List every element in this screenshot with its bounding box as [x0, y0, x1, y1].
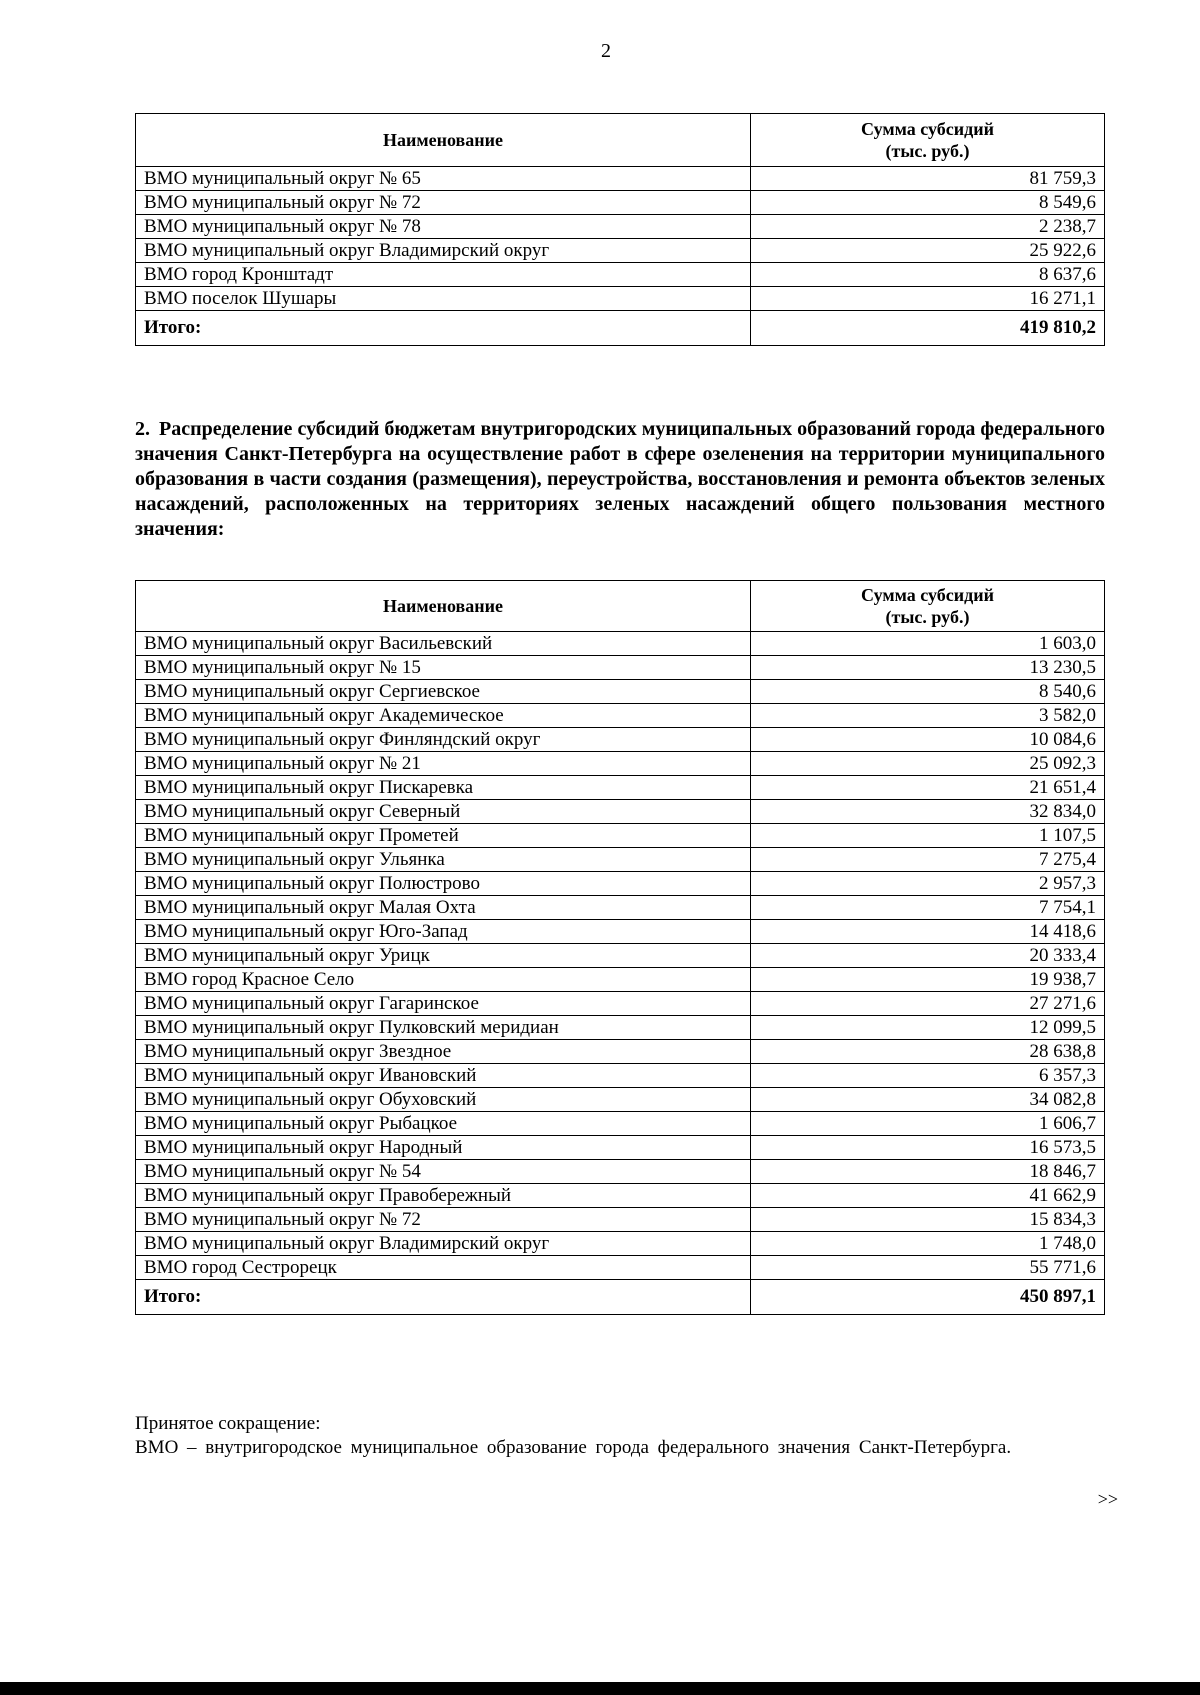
table-1-body [136, 167, 1105, 311]
municipality-name: ВМО муниципальный округ Финляндский округ [136, 728, 751, 752]
subsidy-amount: 41 662,9 [751, 1184, 1105, 1208]
subsidy-amount: 28 638,8 [751, 1040, 1105, 1064]
subsidy-amount: 16 271,1 [751, 287, 1105, 311]
subsidy-amount: 1 603,0 [751, 632, 1105, 656]
subsidy-amount: 10 084,6 [751, 728, 1105, 752]
municipality-name: ВМО муниципальный округ Правобережный [136, 1184, 751, 1208]
total-label: Итого: [136, 311, 751, 346]
subsidy-amount: 27 271,6 [751, 992, 1105, 1016]
municipality-name: ВМО муниципальный округ № 72 [136, 1208, 751, 1232]
table-row [136, 848, 1105, 872]
subsidy-table-1 [135, 113, 1105, 346]
municipality-name: ВМО муниципальный округ Рыбацкое [136, 1112, 751, 1136]
municipality-name: ВМО муниципальный округ Юго-Запад [136, 920, 751, 944]
table-row [136, 872, 1105, 896]
municipality-name: ВМО муниципальный округ № 78 [136, 215, 751, 239]
municipality-name: ВМО муниципальный округ № 72 [136, 191, 751, 215]
table-row [136, 1256, 1105, 1280]
municipality-name: ВМО муниципальный округ Ульянка [136, 848, 751, 872]
table-row [136, 824, 1105, 848]
municipality-name: ВМО муниципальный округ Народный [136, 1136, 751, 1160]
total-row [136, 1280, 1105, 1315]
total-label: Итого: [136, 1280, 751, 1315]
municipality-name: ВМО муниципальный округ Северный [136, 800, 751, 824]
municipality-name: ВМО муниципальный округ № 54 [136, 1160, 751, 1184]
municipality-name: ВМО муниципальный округ Васильевский [136, 632, 751, 656]
column-header-sum-line2: (тыс. руб.) [885, 141, 970, 161]
subsidy-amount: 7 275,4 [751, 848, 1105, 872]
municipality-name: ВМО муниципальный округ № 15 [136, 656, 751, 680]
table-row [136, 1136, 1105, 1160]
subsidy-amount: 19 938,7 [751, 968, 1105, 992]
table-row [136, 896, 1105, 920]
table-2-body [136, 632, 1105, 1280]
subsidy-amount: 15 834,3 [751, 1208, 1105, 1232]
subsidy-amount: 25 922,6 [751, 239, 1105, 263]
subsidy-amount: 6 357,3 [751, 1064, 1105, 1088]
subsidy-amount: 16 573,5 [751, 1136, 1105, 1160]
municipality-name: ВМО муниципальный округ Пулковский меридиан [136, 1016, 751, 1040]
column-header-sum [751, 114, 1105, 167]
municipality-name: ВМО муниципальный округ Пискаревка [136, 776, 751, 800]
scan-bottom-edge [0, 1682, 1200, 1695]
municipality-name: ВМО муниципальный округ Урицк [136, 944, 751, 968]
abbreviation-heading: Принятое сокращение: [135, 1413, 321, 1434]
table-row [136, 287, 1105, 311]
subsidy-amount: 18 846,7 [751, 1160, 1105, 1184]
municipality-name: ВМО муниципальный округ Сергиевское [136, 680, 751, 704]
municipality-name: ВМО муниципальный округ № 21 [136, 752, 751, 776]
subsidy-amount: 8 637,6 [751, 263, 1105, 287]
municipality-name: ВМО муниципальный округ Гагаринское [136, 992, 751, 1016]
subsidy-amount: 25 092,3 [751, 752, 1105, 776]
table-row [136, 1040, 1105, 1064]
table-row [136, 1088, 1105, 1112]
page-number: 2 [601, 40, 611, 62]
continuation-mark: >> [1097, 1489, 1118, 1509]
table-header-row [136, 581, 1105, 632]
table-row [136, 1016, 1105, 1040]
column-header-sum [751, 581, 1105, 632]
column-header-sum-line2: (тыс. руб.) [885, 607, 970, 627]
subsidy-amount: 1 606,7 [751, 1112, 1105, 1136]
subsidy-amount: 32 834,0 [751, 800, 1105, 824]
subsidy-amount: 55 771,6 [751, 1256, 1105, 1280]
municipality-name: ВМО муниципальный округ Владимирский округ [136, 1232, 751, 1256]
column-header-sum-line1: Сумма субсидий [861, 585, 994, 605]
subsidy-amount: 12 099,5 [751, 1016, 1105, 1040]
table-row [136, 704, 1105, 728]
municipality-name: ВМО город Сестрорецк [136, 1256, 751, 1280]
total-value: 419 810,2 [751, 311, 1105, 346]
municipality-name: ВМО муниципальный округ Академическое [136, 704, 751, 728]
municipality-name: ВМО муниципальный округ Владимирский округ [136, 239, 751, 263]
municipality-name: ВМО муниципальный округ Малая Охта [136, 896, 751, 920]
subsidy-amount: 1 748,0 [751, 1232, 1105, 1256]
municipality-name: ВМО муниципальный округ № 65 [136, 167, 751, 191]
table-row [136, 992, 1105, 1016]
table-row [136, 1112, 1105, 1136]
section-2-number: 2. [135, 418, 150, 440]
table-row [136, 968, 1105, 992]
table-row [136, 776, 1105, 800]
table-row [136, 1208, 1105, 1232]
municipality-name: ВМО поселок Шушары [136, 287, 751, 311]
table-row [136, 1232, 1105, 1256]
table-row [136, 656, 1105, 680]
municipality-name: ВМО муниципальный округ Прометей [136, 824, 751, 848]
subsidy-amount: 2 238,7 [751, 215, 1105, 239]
total-value: 450 897,1 [751, 1280, 1105, 1315]
municipality-name: ВМО муниципальный округ Звездное [136, 1040, 751, 1064]
table-row [136, 944, 1105, 968]
table-row [136, 800, 1105, 824]
subsidy-amount: 8 549,6 [751, 191, 1105, 215]
column-header-name: Наименование [136, 114, 751, 167]
subsidy-amount: 2 957,3 [751, 872, 1105, 896]
column-header-sum-line1: Сумма субсидий [861, 119, 994, 139]
table-row [136, 191, 1105, 215]
municipality-name: ВМО муниципальный округ Полюстрово [136, 872, 751, 896]
subsidy-amount: 1 107,5 [751, 824, 1105, 848]
table-header-row [136, 114, 1105, 167]
table-row [136, 167, 1105, 191]
subsidy-amount: 81 759,3 [751, 167, 1105, 191]
table-row [136, 215, 1105, 239]
abbreviation-text: ВМО – внутригородское муниципальное образование города федерального значения Санкт-Петербурга. [135, 1437, 1012, 1458]
subsidy-amount: 14 418,6 [751, 920, 1105, 944]
total-row [136, 311, 1105, 346]
table-row [136, 263, 1105, 287]
table-row [136, 752, 1105, 776]
municipality-name: ВМО город Красное Село [136, 968, 751, 992]
subsidy-table-2 [135, 580, 1105, 1315]
municipality-name: ВМО город Кронштадт [136, 263, 751, 287]
section-2-heading [135, 417, 1105, 542]
subsidy-amount: 13 230,5 [751, 656, 1105, 680]
subsidy-amount: 20 333,4 [751, 944, 1105, 968]
table-row [136, 1064, 1105, 1088]
subsidy-amount: 3 582,0 [751, 704, 1105, 728]
column-header-name: Наименование [136, 581, 751, 632]
table-row [136, 1184, 1105, 1208]
subsidy-amount: 7 754,1 [751, 896, 1105, 920]
table-row [136, 920, 1105, 944]
municipality-name: ВМО муниципальный округ Ивановский [136, 1064, 751, 1088]
abbreviation-note [135, 1412, 1105, 1460]
table-row [136, 728, 1105, 752]
table-row [136, 1160, 1105, 1184]
municipality-name: ВМО муниципальный округ Обуховский [136, 1088, 751, 1112]
subsidy-amount: 8 540,6 [751, 680, 1105, 704]
section-2-title: Распределение субсидий бюджетам внутригородских муниципальных образований города федерального значения Санкт-Петербурга на осуществление работ в сфере озеленения на территории муниципального образования в части создания (размещения), переустройства, восстановления и ремонта объектов зеленых насаждений, расположенных на территориях зеленых насаждений общего пользования местного значения: [135, 418, 1106, 540]
subsidy-amount: 34 082,8 [751, 1088, 1105, 1112]
table-row [136, 680, 1105, 704]
subsidy-amount: 21 651,4 [751, 776, 1105, 800]
table-row [136, 239, 1105, 263]
table-row [136, 632, 1105, 656]
